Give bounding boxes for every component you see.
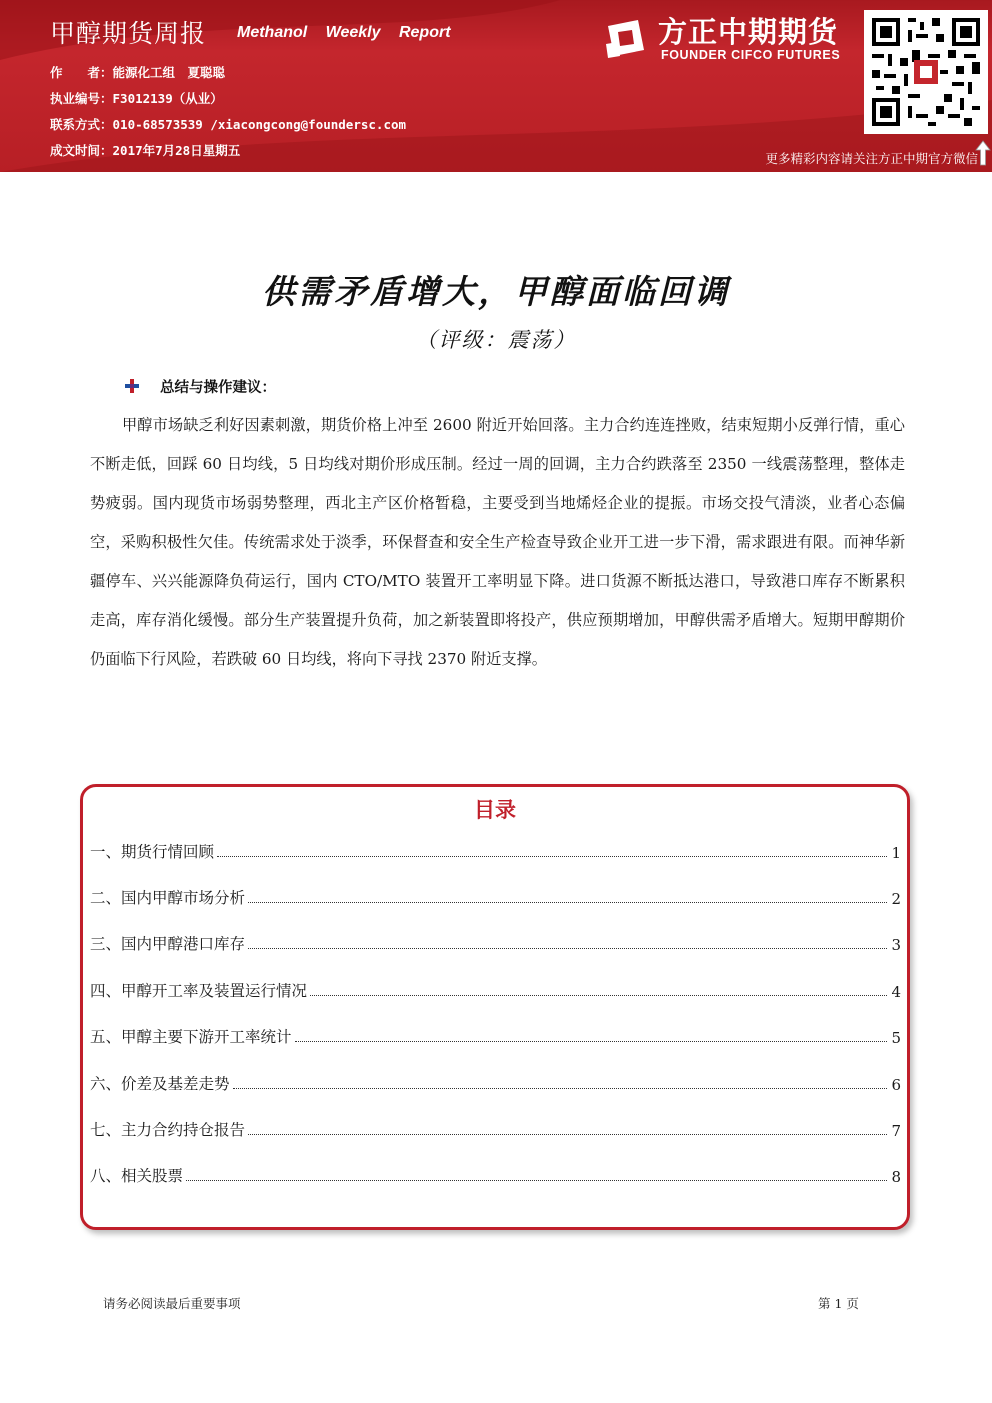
toc-item-page: 6 <box>891 1076 901 1094</box>
toc-leader-dots <box>310 995 887 996</box>
toc-item-page: 3 <box>891 936 901 954</box>
document-title: 供需矛盾增大，甲醇面临回调 <box>262 272 730 311</box>
toc-item[interactable] <box>90 979 901 1001</box>
contact-line <box>50 115 406 133</box>
toc-item-label[interactable]: 八、相关股票 <box>90 1167 184 1185</box>
toc-leader-dots <box>248 948 887 949</box>
toc-item-page: 7 <box>891 1122 901 1140</box>
author-line <box>50 63 225 81</box>
toc-item-label[interactable]: 四、甲醇开工率及装置运行情况 <box>90 982 308 1000</box>
rating-label: （评级：震荡） <box>415 328 577 352</box>
license-label: 执业编号： <box>50 91 113 106</box>
toc-item[interactable] <box>90 932 901 954</box>
date-value: 2017年7月28日星期五 <box>112 143 241 158</box>
toc-title: 目录 <box>474 798 516 822</box>
license-line <box>50 89 223 107</box>
toc-leader-dots <box>295 1041 888 1042</box>
toc-item-label[interactable]: 七、主力合约持仓报告 <box>90 1121 246 1139</box>
toc-item-page: 5 <box>891 1029 901 1047</box>
report-title-cn: 甲醇期货周报 <box>50 19 207 48</box>
qr-code-icon[interactable] <box>864 10 988 134</box>
date-label: 成文时间： <box>50 143 113 158</box>
report-title-en: Methanol Weekly Report <box>237 24 451 41</box>
toc-item-page: 2 <box>891 890 901 908</box>
summary-paragraph: 甲醇市场缺乏利好因素刺激，期货价格上冲至 2600 附近开始回落。主力合约连连挫败，结束短期小反弹行情，重心不断走低，回踩 60 日均线，5 日均线对期价形成压制。经过一周的回调，主力合约跌落至 2350 一线震荡整理，整体走势疲弱。国内现货市场弱势整理，西北主产区价格暂稳，主要受到当地烯烃企业的提振。市场交投气清淡，业者心态偏空，采购积极性欠佳。传统需求处于淡季，环保督查和安全生产检查导致企业开工进一步下滑，需求跟进有限。而神华新疆停车、兴兴能源降负荷运行，国内 CTO/MTO 装置开工率明显下降。进口货源不断抵达港口，导致港口库存不断累积走高，库存消化缓慢。部分生产装置提升负荷，加之新装置即将投产，供应预期增加，甲醇供需矛盾增大。短期甲醇期价仍面临下行风险，若跌破 60 日均线，将向下寻找 2370 附近支撑。 <box>90 416 905 668</box>
toc-leader-dots <box>233 1088 888 1089</box>
summary-heading-text: 总结与操作建议： <box>160 380 276 396</box>
founder-logo-icon <box>602 16 648 62</box>
toc-item[interactable] <box>90 1025 901 1047</box>
toc-item-label[interactable]: 六、价差及基差走势 <box>90 1075 230 1093</box>
toc-leader-dots <box>217 856 887 857</box>
toc-item-page: 4 <box>891 983 901 1001</box>
toc-item-label[interactable]: 三、国内甲醇港口库存 <box>90 935 246 953</box>
toc-item[interactable] <box>90 1118 901 1140</box>
toc-item-label[interactable]: 五、甲醇主要下游开工率统计 <box>90 1028 292 1046</box>
toc-item[interactable] <box>90 840 901 862</box>
toc-leader-dots <box>186 1180 887 1181</box>
author-value: 能源化工组 夏聪聪 <box>112 65 226 80</box>
author-label: 作 者： <box>50 65 113 80</box>
toc-leader-dots <box>248 1134 887 1135</box>
follow-wechat-note: 更多精彩内容请关注方正中期官方微信 <box>765 151 978 166</box>
company-logo-cn: 方正中期期货 <box>658 15 839 49</box>
toc-item-page: 1 <box>891 844 901 862</box>
license-value: F3012139（从业） <box>112 91 223 106</box>
toc-item-label[interactable]: 二、国内甲醇市场分析 <box>90 889 246 907</box>
toc-leader-dots <box>248 902 887 903</box>
contact-value: 010-68573539 /xiacongcong@foundersc.com <box>112 117 407 132</box>
toc-item[interactable] <box>90 1072 901 1094</box>
up-arrow-icon <box>975 140 991 166</box>
footer-disclaimer: 请务必阅读最后重要事项 <box>103 1296 241 1311</box>
toc-item[interactable] <box>90 886 901 908</box>
toc-item-label[interactable]: 一、期货行情回顾 <box>90 843 215 861</box>
company-logo-en: FOUNDER CIFCO FUTURES <box>661 48 841 62</box>
toc-item[interactable] <box>90 1164 901 1186</box>
toc-item-page: 8 <box>891 1168 901 1186</box>
date-line <box>50 141 240 159</box>
report-header-banner <box>0 0 992 172</box>
footer-page-number: 第 1 页 <box>818 1296 859 1311</box>
summary-heading <box>127 376 276 397</box>
contact-label: 联系方式： <box>50 117 113 132</box>
